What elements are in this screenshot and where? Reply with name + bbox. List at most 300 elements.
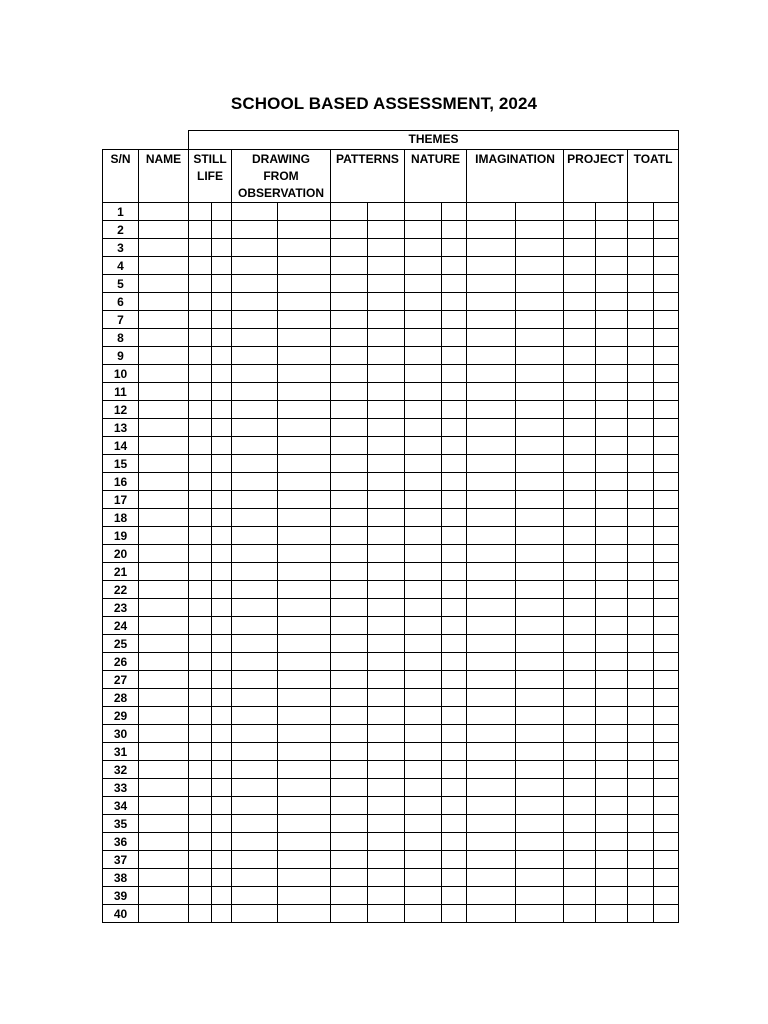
score-cell[interactable]: [331, 851, 368, 869]
score-cell[interactable]: [596, 689, 628, 707]
name-cell[interactable]: [139, 833, 189, 851]
score-cell[interactable]: [278, 527, 331, 545]
score-cell[interactable]: [516, 491, 564, 509]
score-cell[interactable]: [368, 671, 405, 689]
score-cell[interactable]: [596, 329, 628, 347]
score-cell[interactable]: [564, 491, 596, 509]
score-cell[interactable]: [596, 293, 628, 311]
score-cell[interactable]: [212, 851, 232, 869]
score-cell[interactable]: [189, 689, 212, 707]
score-cell[interactable]: [189, 617, 212, 635]
score-cell[interactable]: [331, 329, 368, 347]
score-cell[interactable]: [405, 221, 442, 239]
score-cell[interactable]: [596, 869, 628, 887]
score-cell[interactable]: [467, 725, 516, 743]
score-cell[interactable]: [564, 365, 596, 383]
score-cell[interactable]: [654, 545, 679, 563]
score-cell[interactable]: [278, 599, 331, 617]
score-cell[interactable]: [596, 707, 628, 725]
score-cell[interactable]: [189, 419, 212, 437]
name-cell[interactable]: [139, 329, 189, 347]
name-cell[interactable]: [139, 671, 189, 689]
score-cell[interactable]: [654, 473, 679, 491]
score-cell[interactable]: [331, 617, 368, 635]
score-cell[interactable]: [405, 383, 442, 401]
score-cell[interactable]: [189, 743, 212, 761]
score-cell[interactable]: [368, 563, 405, 581]
score-cell[interactable]: [278, 491, 331, 509]
score-cell[interactable]: [516, 779, 564, 797]
score-cell[interactable]: [212, 707, 232, 725]
score-cell[interactable]: [368, 707, 405, 725]
score-cell[interactable]: [442, 491, 467, 509]
score-cell[interactable]: [278, 725, 331, 743]
score-cell[interactable]: [442, 581, 467, 599]
score-cell[interactable]: [564, 851, 596, 869]
score-cell[interactable]: [212, 293, 232, 311]
score-cell[interactable]: [232, 203, 278, 221]
score-cell[interactable]: [331, 509, 368, 527]
score-cell[interactable]: [368, 491, 405, 509]
name-cell[interactable]: [139, 635, 189, 653]
score-cell[interactable]: [189, 833, 212, 851]
score-cell[interactable]: [189, 383, 212, 401]
score-cell[interactable]: [596, 491, 628, 509]
score-cell[interactable]: [212, 779, 232, 797]
score-cell[interactable]: [442, 671, 467, 689]
score-cell[interactable]: [331, 365, 368, 383]
score-cell[interactable]: [232, 239, 278, 257]
score-cell[interactable]: [442, 905, 467, 923]
score-cell[interactable]: [278, 707, 331, 725]
score-cell[interactable]: [628, 311, 654, 329]
name-cell[interactable]: [139, 725, 189, 743]
score-cell[interactable]: [467, 545, 516, 563]
score-cell[interactable]: [516, 581, 564, 599]
score-cell[interactable]: [564, 581, 596, 599]
score-cell[interactable]: [564, 275, 596, 293]
score-cell[interactable]: [368, 239, 405, 257]
score-cell[interactable]: [405, 653, 442, 671]
score-cell[interactable]: [467, 833, 516, 851]
score-cell[interactable]: [212, 617, 232, 635]
score-cell[interactable]: [331, 887, 368, 905]
score-cell[interactable]: [596, 635, 628, 653]
score-cell[interactable]: [467, 851, 516, 869]
score-cell[interactable]: [189, 797, 212, 815]
score-cell[interactable]: [368, 797, 405, 815]
score-cell[interactable]: [368, 887, 405, 905]
score-cell[interactable]: [654, 833, 679, 851]
score-cell[interactable]: [442, 869, 467, 887]
name-cell[interactable]: [139, 365, 189, 383]
score-cell[interactable]: [442, 329, 467, 347]
score-cell[interactable]: [516, 743, 564, 761]
score-cell[interactable]: [232, 221, 278, 239]
score-cell[interactable]: [368, 743, 405, 761]
score-cell[interactable]: [628, 887, 654, 905]
score-cell[interactable]: [189, 203, 212, 221]
score-cell[interactable]: [467, 599, 516, 617]
score-cell[interactable]: [212, 545, 232, 563]
score-cell[interactable]: [596, 221, 628, 239]
score-cell[interactable]: [628, 689, 654, 707]
score-cell[interactable]: [189, 707, 212, 725]
score-cell[interactable]: [212, 761, 232, 779]
score-cell[interactable]: [516, 293, 564, 311]
score-cell[interactable]: [628, 671, 654, 689]
score-cell[interactable]: [596, 347, 628, 365]
score-cell[interactable]: [232, 599, 278, 617]
score-cell[interactable]: [331, 221, 368, 239]
score-cell[interactable]: [628, 815, 654, 833]
score-cell[interactable]: [628, 851, 654, 869]
score-cell[interactable]: [232, 887, 278, 905]
score-cell[interactable]: [232, 311, 278, 329]
score-cell[interactable]: [564, 869, 596, 887]
name-cell[interactable]: [139, 527, 189, 545]
score-cell[interactable]: [442, 365, 467, 383]
score-cell[interactable]: [232, 617, 278, 635]
score-cell[interactable]: [467, 437, 516, 455]
score-cell[interactable]: [278, 329, 331, 347]
score-cell[interactable]: [467, 815, 516, 833]
score-cell[interactable]: [278, 545, 331, 563]
score-cell[interactable]: [596, 761, 628, 779]
score-cell[interactable]: [628, 797, 654, 815]
score-cell[interactable]: [331, 437, 368, 455]
score-cell[interactable]: [368, 905, 405, 923]
score-cell[interactable]: [564, 221, 596, 239]
score-cell[interactable]: [232, 275, 278, 293]
score-cell[interactable]: [189, 905, 212, 923]
score-cell[interactable]: [654, 239, 679, 257]
score-cell[interactable]: [189, 653, 212, 671]
score-cell[interactable]: [628, 563, 654, 581]
score-cell[interactable]: [405, 293, 442, 311]
score-cell[interactable]: [516, 833, 564, 851]
score-cell[interactable]: [278, 797, 331, 815]
score-cell[interactable]: [368, 383, 405, 401]
score-cell[interactable]: [654, 725, 679, 743]
score-cell[interactable]: [442, 617, 467, 635]
score-cell[interactable]: [442, 653, 467, 671]
score-cell[interactable]: [516, 617, 564, 635]
score-cell[interactable]: [442, 635, 467, 653]
score-cell[interactable]: [232, 473, 278, 491]
score-cell[interactable]: [467, 761, 516, 779]
score-cell[interactable]: [331, 311, 368, 329]
score-cell[interactable]: [232, 419, 278, 437]
score-cell[interactable]: [516, 365, 564, 383]
score-cell[interactable]: [467, 527, 516, 545]
score-cell[interactable]: [654, 437, 679, 455]
score-cell[interactable]: [654, 707, 679, 725]
score-cell[interactable]: [232, 365, 278, 383]
score-cell[interactable]: [405, 275, 442, 293]
score-cell[interactable]: [628, 293, 654, 311]
score-cell[interactable]: [628, 473, 654, 491]
score-cell[interactable]: [189, 275, 212, 293]
score-cell[interactable]: [189, 491, 212, 509]
score-cell[interactable]: [212, 671, 232, 689]
score-cell[interactable]: [331, 455, 368, 473]
score-cell[interactable]: [596, 815, 628, 833]
score-cell[interactable]: [442, 887, 467, 905]
score-cell[interactable]: [596, 275, 628, 293]
score-cell[interactable]: [368, 437, 405, 455]
score-cell[interactable]: [212, 275, 232, 293]
score-cell[interactable]: [467, 635, 516, 653]
score-cell[interactable]: [467, 221, 516, 239]
score-cell[interactable]: [331, 635, 368, 653]
score-cell[interactable]: [232, 293, 278, 311]
score-cell[interactable]: [467, 563, 516, 581]
name-cell[interactable]: [139, 347, 189, 365]
score-cell[interactable]: [278, 311, 331, 329]
score-cell[interactable]: [212, 257, 232, 275]
name-cell[interactable]: [139, 905, 189, 923]
score-cell[interactable]: [405, 707, 442, 725]
score-cell[interactable]: [278, 365, 331, 383]
score-cell[interactable]: [516, 437, 564, 455]
name-cell[interactable]: [139, 653, 189, 671]
score-cell[interactable]: [212, 797, 232, 815]
score-cell[interactable]: [564, 347, 596, 365]
score-cell[interactable]: [278, 851, 331, 869]
score-cell[interactable]: [654, 887, 679, 905]
score-cell[interactable]: [516, 797, 564, 815]
score-cell[interactable]: [596, 545, 628, 563]
score-cell[interactable]: [405, 833, 442, 851]
score-cell[interactable]: [405, 527, 442, 545]
score-cell[interactable]: [442, 203, 467, 221]
score-cell[interactable]: [628, 545, 654, 563]
score-cell[interactable]: [331, 599, 368, 617]
score-cell[interactable]: [442, 761, 467, 779]
score-cell[interactable]: [628, 905, 654, 923]
score-cell[interactable]: [368, 221, 405, 239]
score-cell[interactable]: [212, 887, 232, 905]
score-cell[interactable]: [405, 815, 442, 833]
score-cell[interactable]: [654, 779, 679, 797]
score-cell[interactable]: [232, 725, 278, 743]
score-cell[interactable]: [467, 473, 516, 491]
score-cell[interactable]: [189, 563, 212, 581]
score-cell[interactable]: [232, 437, 278, 455]
score-cell[interactable]: [516, 527, 564, 545]
score-cell[interactable]: [368, 311, 405, 329]
score-cell[interactable]: [189, 437, 212, 455]
score-cell[interactable]: [442, 383, 467, 401]
score-cell[interactable]: [596, 437, 628, 455]
score-cell[interactable]: [628, 635, 654, 653]
score-cell[interactable]: [405, 419, 442, 437]
score-cell[interactable]: [212, 437, 232, 455]
name-cell[interactable]: [139, 257, 189, 275]
score-cell[interactable]: [278, 383, 331, 401]
score-cell[interactable]: [189, 761, 212, 779]
score-cell[interactable]: [331, 653, 368, 671]
score-cell[interactable]: [467, 293, 516, 311]
score-cell[interactable]: [189, 887, 212, 905]
score-cell[interactable]: [331, 419, 368, 437]
score-cell[interactable]: [442, 419, 467, 437]
score-cell[interactable]: [516, 887, 564, 905]
score-cell[interactable]: [628, 437, 654, 455]
score-cell[interactable]: [596, 455, 628, 473]
score-cell[interactable]: [331, 797, 368, 815]
score-cell[interactable]: [212, 509, 232, 527]
score-cell[interactable]: [596, 653, 628, 671]
score-cell[interactable]: [654, 689, 679, 707]
score-cell[interactable]: [442, 527, 467, 545]
score-cell[interactable]: [331, 581, 368, 599]
score-cell[interactable]: [278, 869, 331, 887]
name-cell[interactable]: [139, 563, 189, 581]
score-cell[interactable]: [278, 617, 331, 635]
score-cell[interactable]: [596, 203, 628, 221]
score-cell[interactable]: [564, 815, 596, 833]
score-cell[interactable]: [516, 635, 564, 653]
score-cell[interactable]: [654, 275, 679, 293]
score-cell[interactable]: [442, 293, 467, 311]
score-cell[interactable]: [189, 869, 212, 887]
name-cell[interactable]: [139, 473, 189, 491]
score-cell[interactable]: [331, 671, 368, 689]
score-cell[interactable]: [232, 671, 278, 689]
score-cell[interactable]: [212, 743, 232, 761]
name-cell[interactable]: [139, 509, 189, 527]
score-cell[interactable]: [232, 707, 278, 725]
score-cell[interactable]: [628, 275, 654, 293]
score-cell[interactable]: [596, 905, 628, 923]
score-cell[interactable]: [405, 563, 442, 581]
score-cell[interactable]: [442, 311, 467, 329]
score-cell[interactable]: [564, 905, 596, 923]
score-cell[interactable]: [232, 797, 278, 815]
score-cell[interactable]: [331, 383, 368, 401]
score-cell[interactable]: [405, 473, 442, 491]
score-cell[interactable]: [628, 455, 654, 473]
score-cell[interactable]: [628, 779, 654, 797]
score-cell[interactable]: [405, 581, 442, 599]
score-cell[interactable]: [596, 311, 628, 329]
score-cell[interactable]: [405, 365, 442, 383]
score-cell[interactable]: [654, 293, 679, 311]
score-cell[interactable]: [331, 527, 368, 545]
score-cell[interactable]: [628, 617, 654, 635]
score-cell[interactable]: [232, 653, 278, 671]
score-cell[interactable]: [628, 581, 654, 599]
score-cell[interactable]: [467, 455, 516, 473]
name-cell[interactable]: [139, 545, 189, 563]
score-cell[interactable]: [516, 599, 564, 617]
score-cell[interactable]: [232, 329, 278, 347]
score-cell[interactable]: [331, 833, 368, 851]
score-cell[interactable]: [368, 653, 405, 671]
score-cell[interactable]: [212, 365, 232, 383]
score-cell[interactable]: [212, 599, 232, 617]
score-cell[interactable]: [654, 419, 679, 437]
score-cell[interactable]: [467, 239, 516, 257]
score-cell[interactable]: [564, 203, 596, 221]
score-cell[interactable]: [564, 563, 596, 581]
score-cell[interactable]: [467, 617, 516, 635]
score-cell[interactable]: [467, 779, 516, 797]
score-cell[interactable]: [331, 491, 368, 509]
score-cell[interactable]: [331, 239, 368, 257]
score-cell[interactable]: [232, 509, 278, 527]
score-cell[interactable]: [232, 869, 278, 887]
score-cell[interactable]: [405, 887, 442, 905]
score-cell[interactable]: [654, 815, 679, 833]
score-cell[interactable]: [331, 743, 368, 761]
name-cell[interactable]: [139, 455, 189, 473]
score-cell[interactable]: [564, 455, 596, 473]
score-cell[interactable]: [331, 761, 368, 779]
score-cell[interactable]: [628, 347, 654, 365]
score-cell[interactable]: [654, 401, 679, 419]
score-cell[interactable]: [442, 455, 467, 473]
name-cell[interactable]: [139, 797, 189, 815]
score-cell[interactable]: [516, 257, 564, 275]
score-cell[interactable]: [278, 671, 331, 689]
score-cell[interactable]: [467, 707, 516, 725]
score-cell[interactable]: [628, 329, 654, 347]
score-cell[interactable]: [516, 329, 564, 347]
score-cell[interactable]: [212, 815, 232, 833]
score-cell[interactable]: [331, 473, 368, 491]
score-cell[interactable]: [442, 347, 467, 365]
score-cell[interactable]: [212, 905, 232, 923]
score-cell[interactable]: [331, 401, 368, 419]
score-cell[interactable]: [232, 851, 278, 869]
score-cell[interactable]: [516, 671, 564, 689]
score-cell[interactable]: [212, 869, 232, 887]
score-cell[interactable]: [189, 671, 212, 689]
score-cell[interactable]: [212, 455, 232, 473]
score-cell[interactable]: [189, 815, 212, 833]
score-cell[interactable]: [232, 257, 278, 275]
score-cell[interactable]: [516, 311, 564, 329]
score-cell[interactable]: [232, 815, 278, 833]
score-cell[interactable]: [331, 563, 368, 581]
score-cell[interactable]: [405, 455, 442, 473]
score-cell[interactable]: [442, 509, 467, 527]
score-cell[interactable]: [331, 689, 368, 707]
score-cell[interactable]: [564, 509, 596, 527]
name-cell[interactable]: [139, 851, 189, 869]
score-cell[interactable]: [232, 455, 278, 473]
score-cell[interactable]: [654, 905, 679, 923]
score-cell[interactable]: [628, 491, 654, 509]
score-cell[interactable]: [278, 905, 331, 923]
score-cell[interactable]: [232, 689, 278, 707]
score-cell[interactable]: [516, 455, 564, 473]
score-cell[interactable]: [189, 365, 212, 383]
score-cell[interactable]: [628, 707, 654, 725]
score-cell[interactable]: [442, 437, 467, 455]
score-cell[interactable]: [189, 851, 212, 869]
score-cell[interactable]: [564, 383, 596, 401]
score-cell[interactable]: [564, 617, 596, 635]
score-cell[interactable]: [516, 473, 564, 491]
score-cell[interactable]: [654, 221, 679, 239]
score-cell[interactable]: [628, 509, 654, 527]
score-cell[interactable]: [564, 761, 596, 779]
score-cell[interactable]: [212, 239, 232, 257]
